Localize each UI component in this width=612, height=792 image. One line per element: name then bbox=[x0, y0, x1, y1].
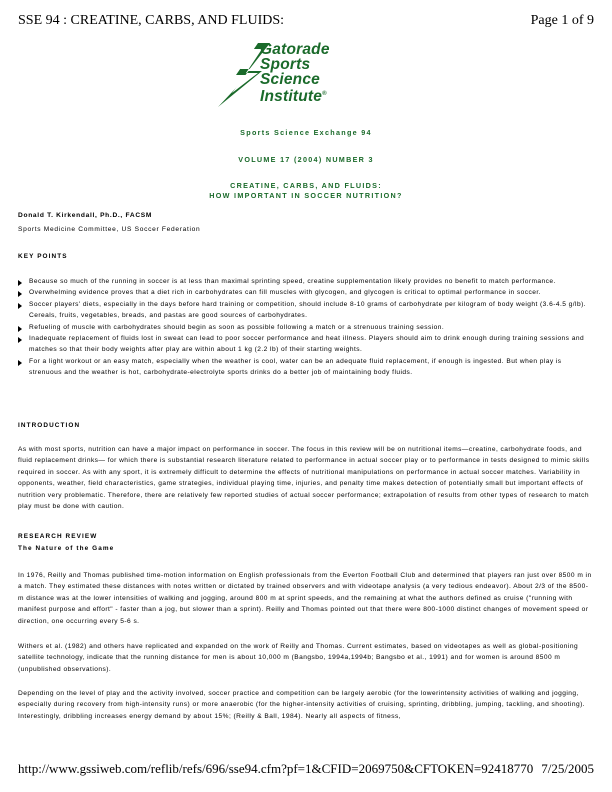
key-points-heading: KEY POINTS bbox=[18, 253, 68, 260]
page-url: http://www.gssiweb.com/reflib/refs/696/sse94.cfm?pf=1&CFID=2069750&CFTOKEN=92418770 bbox=[18, 761, 534, 776]
bullet-arrow-icon bbox=[18, 360, 22, 366]
key-points-list bbox=[18, 276, 594, 379]
key-point-item: Overwhelming evidence proves that a diet rich in carbohydrates can fill muscles with glycogen, and glycogen is critical to optimal performance in soccer. bbox=[18, 287, 594, 298]
introduction-heading: INTRODUCTION bbox=[18, 422, 81, 429]
key-point-item: Soccer players' diets, especially in the days before hard training or competition, should include 8-10 grams of carbohydrate per kilogram of body weight (3.6-4.5 g/lb). Cereals, fruits, vegetables, breads, and pastas are good sources of carbohydrates. bbox=[18, 299, 594, 322]
author-name: Donald T. Kirkendall, Ph.D., FACSM bbox=[18, 212, 153, 219]
nature-of-game-subheading: The Nature of the Game bbox=[18, 545, 115, 552]
logo-line-gatorade: Gatorade bbox=[260, 41, 330, 58]
bullet-arrow-icon bbox=[18, 337, 22, 343]
key-point-item: Because so much of the running in soccer is at less than maximal sprinting speed, creatine supplementation likely provides no benefit to match performance. bbox=[18, 276, 594, 287]
key-point-item: Inadequate replacement of fluids lost in sweat can lead to poor soccer performance and heat illness. Players should aim to drink enough during training sessions and matches so that their body weights after play are within about 1 kg (2.2 lb) of their starting weights. bbox=[18, 333, 594, 356]
key-point-item: Refueling of muscle with carbohydrates should begin as soon as possible following a match or a strenuous training session. bbox=[18, 322, 594, 333]
gatorade-sports-science-institute-logo bbox=[260, 42, 330, 104]
author-affiliation: Sports Medicine Committee, US Soccer Federation bbox=[18, 226, 201, 233]
logo-line-science: Science bbox=[260, 71, 320, 88]
article-title-line1: CREATINE, CARBS, AND FLUIDS: bbox=[230, 181, 382, 190]
bullet-arrow-icon bbox=[18, 326, 22, 332]
page-header-title: SSE 94 : CREATINE, CARBS, AND FLUIDS: bbox=[18, 13, 285, 28]
logo-line-institute: Institute® bbox=[260, 88, 327, 106]
bullet-arrow-icon bbox=[18, 291, 22, 297]
body-paragraph: Depending on the level of play and the activity involved, soccer practice and competition can be largely aerobic (for the lowerintensity activities of walking and jogging, especially during recovery from high-intensity runs) or more anaerobic (for the higher-intensity activities of cruising, sprinting, dribbling, jumping, tackling, and shooting). Interestingly, dribbling increases energy demand by about 15%; (Reilly & Ball, 1984). Nearly all aspects of fitness, bbox=[18, 690, 586, 720]
introduction-paragraph: As with most sports, nutrition can have a major impact on performance in soccer. The focus in this review will be on nutritional items—creatine, carbohydrate foods, and fluid replacement drinks— for which there is substantial research literature related to performance in actual soccer play or to performance in tests designed to mimic skills required in soccer. As with any sport, it is extremely difficult to determine the effects of nutritional manipulations on performance in actual soccer matches. Variability in opponents, weather, field characteristics, game strategies, individual playing time, injuries, and penalty time makes detection of potentially small but important effects of nutrition very problematic. Therefore, there are relatively few reported studies of actual soccer performance; extrapolation of results from other types of research to match play must be done with caution. bbox=[18, 446, 590, 511]
print-date: 7/25/2005 bbox=[541, 761, 594, 776]
volume-number: VOLUME 17 (2004) NUMBER 3 bbox=[238, 155, 374, 164]
key-point-item: For a light workout or an easy match, especially when the weather is cool, water can be an adequate fluid replacement, if enough is ingested. But when play is strenuous and the weather is hot, carbohydrate-electrolyte sports drinks do a better job of maintaining body fluids. bbox=[18, 356, 594, 379]
research-review-heading: RESEARCH REVIEW bbox=[18, 533, 98, 540]
bullet-arrow-icon bbox=[18, 303, 22, 309]
body-paragraph: In 1976, Reilly and Thomas published time-motion information on English professionals from the Everton Football Club and determined that players ran just over 8500 m in a match. They estimated these distances with notes written or dictated by trained observers and with videotape analysis (a very tedious endeavor). About 2/3 of the 8500-m distance was at the lower intensities of walking and jogging, around 800 m at sprint speeds, and the remaining at what the authors defined as cruise ("running with manifest purpose and effort" - faster than a jog, but slower than a sprint). Reilly and Thomas pointed out that there were 800-1000 distinct changes of movement speed or direction, one occurring every 5-6 s. bbox=[18, 572, 592, 625]
body-paragraph: Withers et al. (1982) and others have replicated and expanded on the work of Reilly and Thomas. Current estimates, based on videotapes as well as global-positioning satellite technology, indicate that the running distance for men is about 10,000 m (Bangsbo, 1994a,1994b; Bangsbo et al., 1991) and for women is around 8500 m (unpublished observations). bbox=[18, 643, 579, 673]
article-title-line2: HOW IMPORTANT IN SOCCER NUTRITION? bbox=[209, 191, 403, 200]
page-number: Page 1 of 9 bbox=[530, 13, 594, 28]
series-title: Sports Science Exchange 94 bbox=[240, 128, 372, 137]
bullet-arrow-icon bbox=[18, 280, 22, 286]
logo-line-sports: Sports bbox=[260, 56, 311, 73]
